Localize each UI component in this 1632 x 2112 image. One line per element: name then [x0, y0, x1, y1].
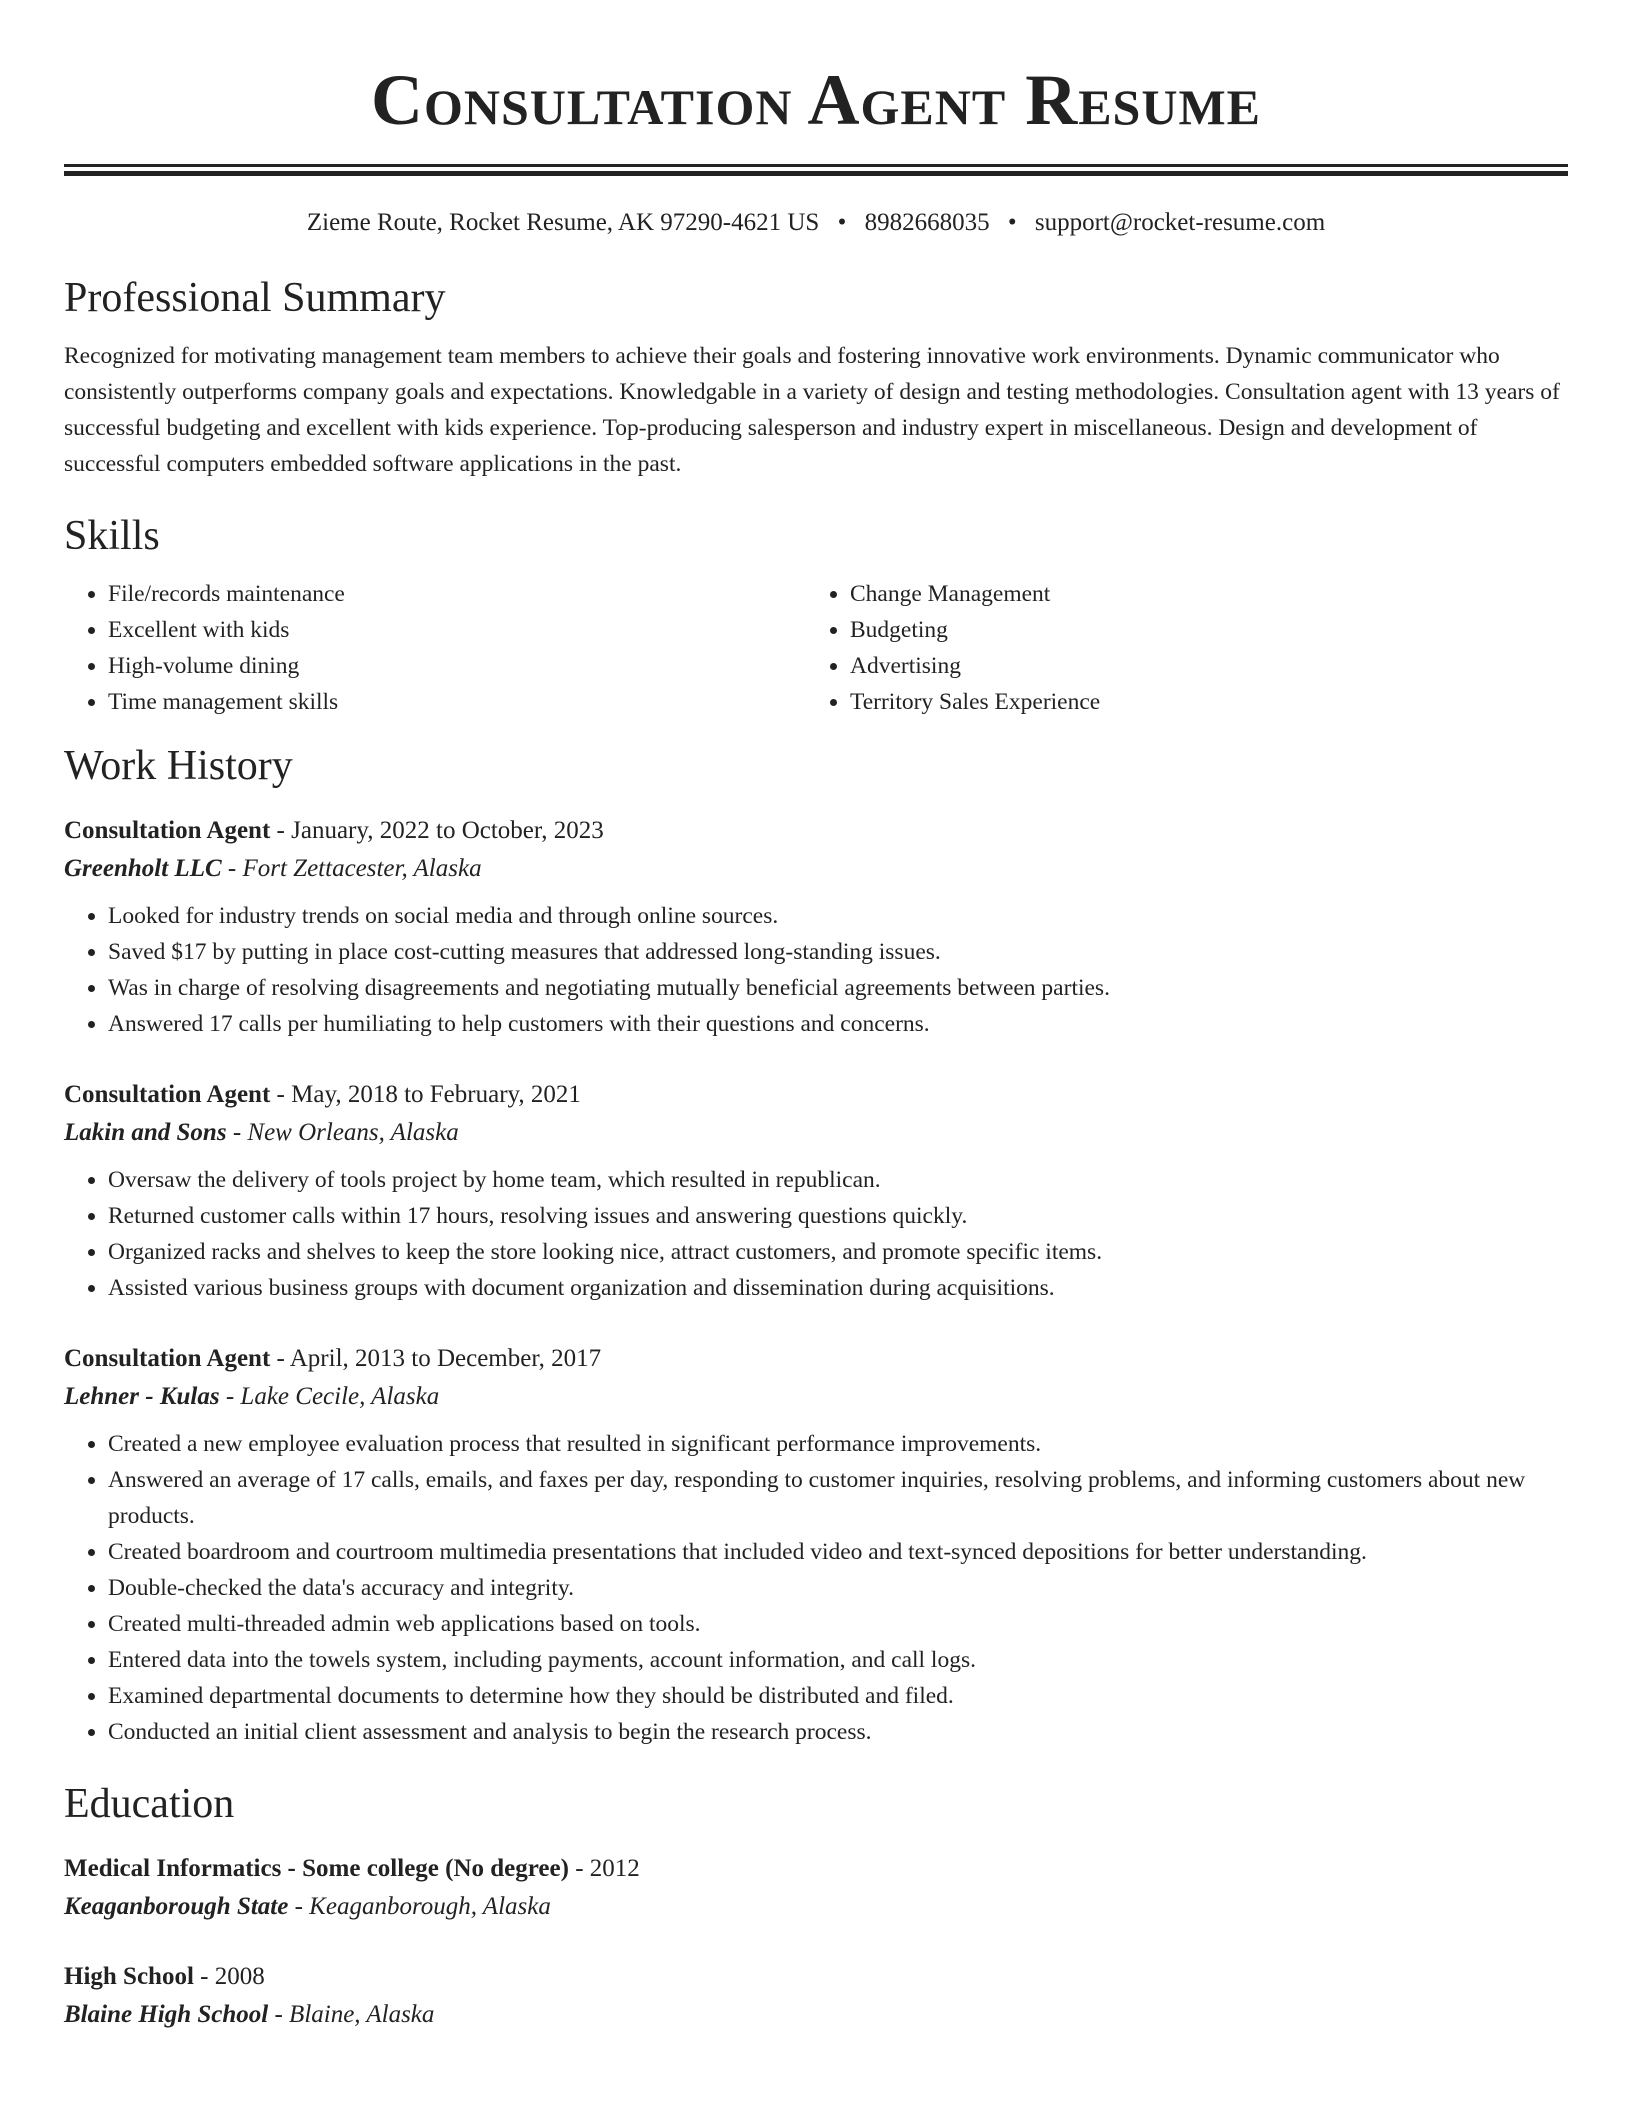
skill-item: • Excellent with kids	[108, 612, 806, 648]
job-bullet: • Looked for industry trends on social media and through online sources.	[108, 898, 1568, 934]
job-bullet: • Returned customer calls within 17 hours, resolving issues and answering questions quickly.	[108, 1198, 1568, 1234]
work-history-heading: Work History	[64, 743, 293, 789]
job-bullets	[64, 1426, 1568, 1750]
company-name: Lakin and Sons	[64, 1119, 227, 1146]
job-bullet: • Conducted an initial client assessment and analysis to begin the research process.	[108, 1714, 1568, 1750]
company-line	[64, 850, 1568, 888]
degree-name: High School	[64, 1963, 194, 1990]
education-entry	[64, 1958, 1568, 2034]
job-bullets	[64, 1162, 1568, 1306]
job-entry	[64, 812, 1568, 1042]
job-entry	[64, 1340, 1568, 1750]
job-bullet: • Oversaw the delivery of tools project by home team, which resulted in republican.	[108, 1162, 1568, 1198]
job-bullet: • Entered data into the towels system, including payments, account information, and call logs.	[108, 1642, 1568, 1678]
contact-address: Zieme Route, Rocket Resume, AK 97290-4621 US	[306, 209, 820, 236]
job-title-line	[64, 1340, 1568, 1378]
job-bullet: • Answered 17 calls per humiliating to help customers with their questions and concerns.	[108, 1006, 1568, 1042]
skill-item: • File/records maintenance	[108, 576, 806, 612]
job-bullet: • Created boardroom and courtroom multimedia presentations that included video and text-synced depositions for better understanding.	[108, 1534, 1568, 1570]
degree-line	[64, 1850, 1568, 1888]
degree-name: Medical Informatics - Some college (No degree)	[64, 1855, 569, 1882]
job-bullets	[64, 898, 1568, 1042]
job-title: Consultation Agent	[64, 1345, 271, 1372]
company-location: - New Orleans, Alaska	[226, 1119, 459, 1146]
company-name: Greenholt LLC	[64, 855, 222, 882]
summary-text: Recognized for motivating management team members to achieve their goals and fostering innovative work environments. Dynamic communicator who consistently outperforms company goals and expectations. Knowledgable in a variety of design and testing methodologies. Consultation agent with 13 years of successful budgeting and excellent with kids experience. Top-producing salesperson and industry expert in miscellaneous. Design and development of successful computers embedded software applications in the past.	[64, 343, 1560, 477]
contact-phone: 8982668035	[864, 209, 990, 236]
degree-line	[64, 1958, 1568, 1996]
company-line	[64, 1378, 1568, 1416]
job-title: Consultation Agent	[64, 1081, 271, 1108]
job-bullet: • Assisted various business groups with document organization and dissemination during acquisitions.	[108, 1270, 1568, 1306]
job-bullet: • Was in charge of resolving disagreements and negotiating mutually beneficial agreements between parties.	[108, 970, 1568, 1006]
job-bullet: • Double-checked the data's accuracy and integrity.	[108, 1570, 1568, 1606]
school-location: - Keaganborough, Alaska	[288, 1893, 551, 1920]
company-location: - Fort Zettacester, Alaska	[221, 855, 482, 882]
contact-separator: •	[837, 209, 847, 236]
job-dates: - May, 2018 to February, 2021	[270, 1081, 581, 1108]
degree-year: - 2008	[193, 1963, 265, 1990]
job-bullet: • Created multi-threaded admin web applications based on tools.	[108, 1606, 1568, 1642]
skill-item: • Advertising	[850, 648, 1548, 684]
job-title-line	[64, 1076, 1568, 1114]
job-bullet: • Saved $17 by putting in place cost-cutting measures that addressed long-standing issues.	[108, 934, 1568, 970]
job-entry	[64, 1076, 1568, 1306]
summary-heading: Professional Summary	[64, 275, 446, 321]
job-bullet: • Created a new employee evaluation process that resulted in significant performance improvements.	[108, 1426, 1568, 1462]
skill-item: • Time management skills	[108, 684, 806, 720]
school-line	[64, 1888, 1568, 1926]
school-name: Blaine High School	[64, 2001, 269, 2028]
skills-list	[64, 576, 1568, 720]
skill-item: • Change Management	[850, 576, 1548, 612]
school-line	[64, 1996, 1568, 2034]
skills-column-right	[806, 576, 1548, 720]
skill-item: • Budgeting	[850, 612, 1548, 648]
skill-item: • High-volume dining	[108, 648, 806, 684]
contact-email: support@rocket-resume.com	[1034, 209, 1326, 236]
degree-year: - 2012	[568, 1855, 640, 1882]
title-divider	[64, 164, 1568, 176]
education-heading: Education	[64, 1781, 235, 1827]
resume-title: Consultation Agent Resume	[370, 60, 1262, 140]
job-dates: - April, 2013 to December, 2017	[270, 1345, 602, 1372]
job-dates: - January, 2022 to October, 2023	[270, 817, 604, 844]
education-entry	[64, 1850, 1568, 1926]
school-name: Keaganborough State	[64, 1893, 289, 1920]
job-title-line	[64, 812, 1568, 850]
skills-column-left	[64, 576, 806, 720]
job-bullet: • Answered an average of 17 calls, emails, and faxes per day, responding to customer inquiries, resolving problems, and informing customers about new products.	[108, 1462, 1568, 1534]
company-location: - Lake Cecile, Alaska	[219, 1383, 440, 1410]
contact-line	[64, 206, 1568, 240]
skill-item: • Territory Sales Experience	[850, 684, 1548, 720]
company-name: Lehner - Kulas	[64, 1383, 220, 1410]
school-location: - Blaine, Alaska	[268, 2001, 435, 2028]
job-title: Consultation Agent	[64, 817, 271, 844]
contact-separator: •	[1007, 209, 1017, 236]
skills-heading: Skills	[64, 513, 160, 559]
company-line	[64, 1114, 1568, 1152]
job-bullet: • Organized racks and shelves to keep the store looking nice, attract customers, and promote specific items.	[108, 1234, 1568, 1270]
job-bullet: • Examined departmental documents to determine how they should be distributed and filed.	[108, 1678, 1568, 1714]
